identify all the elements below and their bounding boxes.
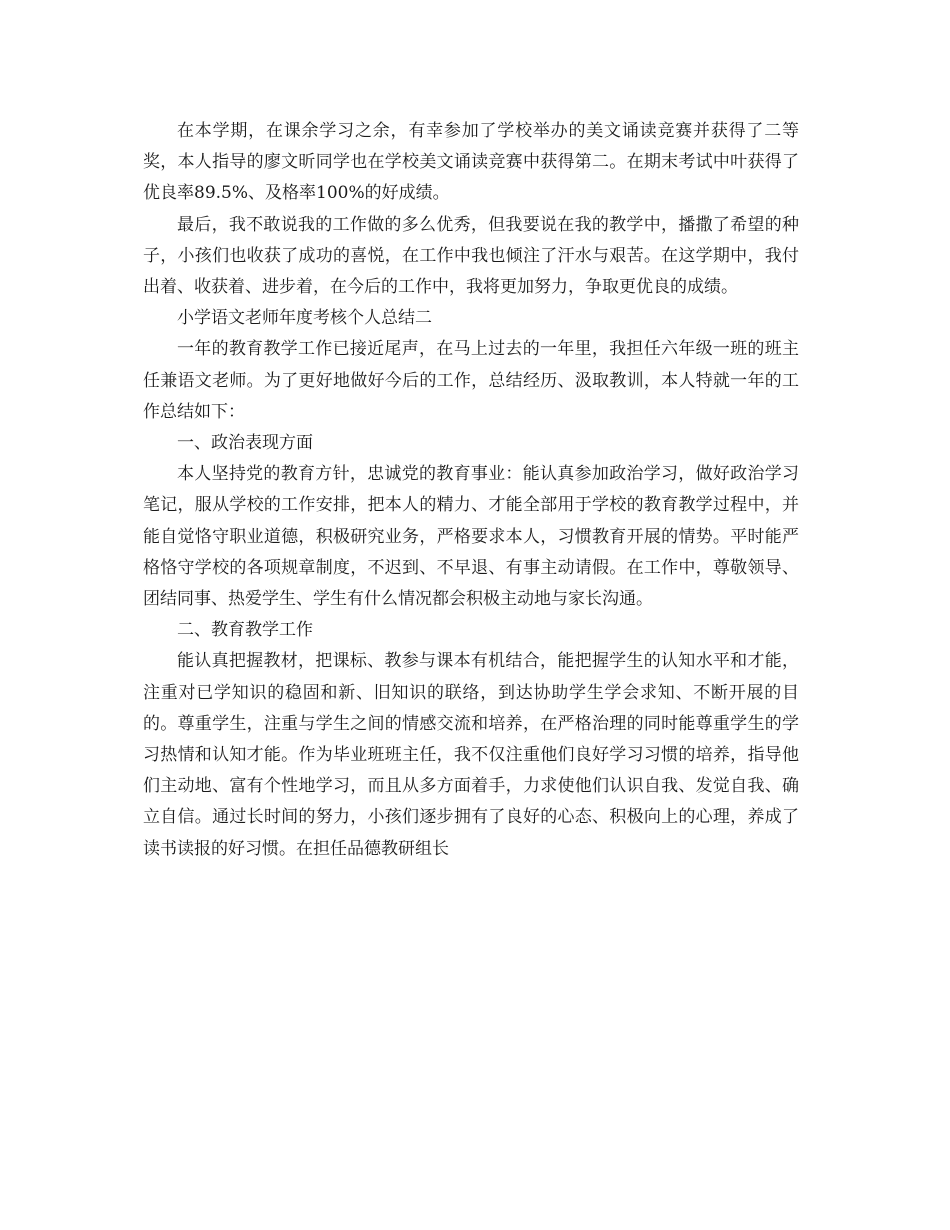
section-heading-teaching: 二、教育教学工作 [177, 620, 313, 641]
paragraph-5: 能认真把握教材，把课标、教参与课本有机结合，能把握学生的认知水平和才能，注重对已学知识的稳固和新、旧知识的联络，到达协助学生学会求知、不断开展的目的。尊重学生，注重与学生之间的情感交流和培养，在严格治理的同时能尊重学生的学习热情和认知才能。作为毕业班班主任，我不仅注重他们良好学习习惯的培养，指导他们主动地、富有个性地学习，而且从多方面着手，力求使他们认识自我、发觉自我、确立自信。通过长时间的努力，小孩们逐步拥有了良好的心态、积极向上的心理，养成了读书读报的好习惯。在担任品德教研组长 [143, 651, 799, 859]
paragraph-1: 在本学期，在课余学习之余，有幸参加了学校举办的美文诵读竞赛并获得了二等奖，本人指导的廖文昕同学也在学校美文诵读竞赛中获得第二。在期末考试中叶获得了优良率89.5%、及格率100%的好成绩。 [143, 121, 799, 204]
section-heading-political: 一、政治表现方面 [177, 433, 313, 454]
section-title: 小学语文老师年度考核个人总结二 [177, 308, 432, 329]
paragraph-2: 最后，我不敢说我的工作做的多么优秀，但我要说在我的教学中，播撒了希望的种子，小孩们也收获了成功的喜悦，在工作中我也倾注了汗水与艰苦。在这学期中，我付出着、收获着、进步着，在今后的工作中，我将更加努力，争取更优良的成绩。 [143, 214, 799, 298]
paragraph-4: 本人坚持党的教育方针，忠诚党的教育事业：能认真参加政治学习，做好政治学习笔记，服从学校的工作安排，把本人的精力、才能全部用于学校的教育教学过程中，并能自觉恪守职业道德，积极研究业务，严格要求本人，习惯教育开展的情势。平时能严格恪守学校的各项规章制度，不迟到、不早退、有事主动请假。在工作中，尊敬领导、团结同事、热爱学生、学生有什么情况都会积极主动地与家长沟通。 [143, 464, 799, 610]
document-page [143, 116, 799, 865]
paragraph-3: 一年的教育教学工作已接近尾声，在马上过去的一年里，我担任六年级一班的班主任兼语文老师。为了更好地做好今后的工作，总结经历、汲取教训，本人特就一年的工作总结如下： [143, 339, 799, 422]
